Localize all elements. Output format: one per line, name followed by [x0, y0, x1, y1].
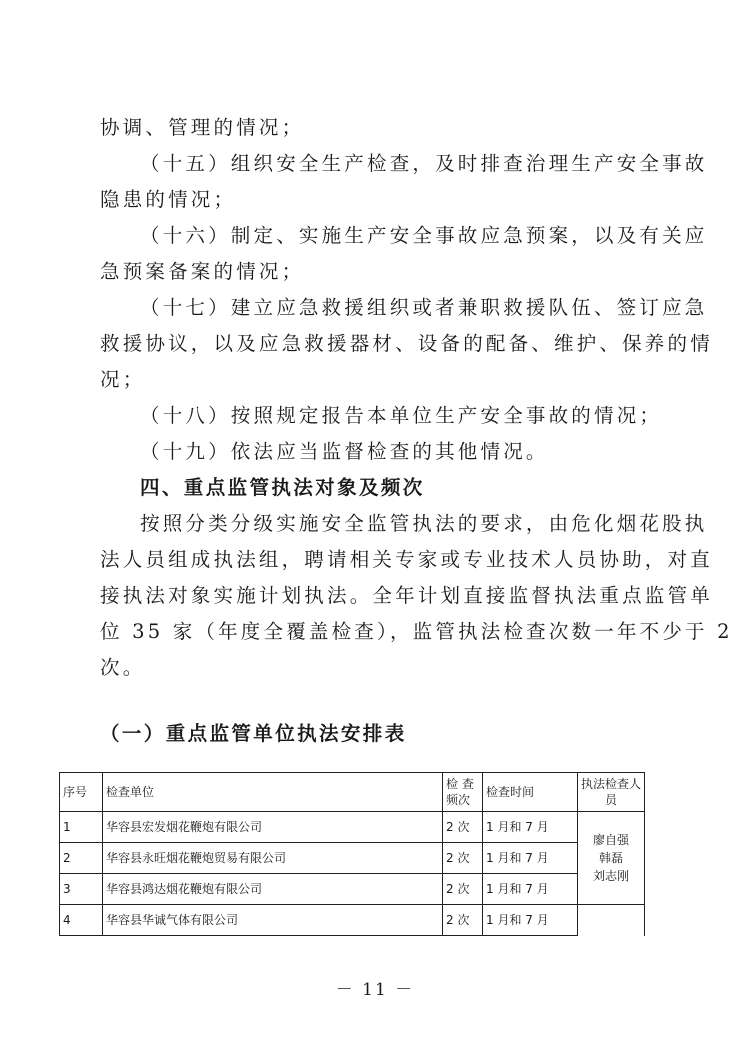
row-seq: 4: [60, 905, 103, 936]
row-time: 1 月和 7 月: [483, 843, 578, 874]
table-row: [60, 905, 645, 936]
text-line: 按照分类分级实施安全监管执法的要求，由危化烟花股执: [140, 512, 708, 535]
text-line: 隐患的情况；: [100, 188, 237, 211]
row-frequency: 2 次: [443, 874, 483, 905]
table-section-title: （一）重点监管单位执法安排表: [100, 722, 407, 745]
text-line: （十五）组织安全生产检查，及时排查治理生产安全事故: [140, 152, 708, 175]
row-unit: 华容县永旺烟花鞭炮贸易有限公司: [103, 843, 443, 874]
row-time: 1 月和 7 月: [483, 874, 578, 905]
row-frequency: 2 次: [443, 843, 483, 874]
row-seq: 3: [60, 874, 103, 905]
text-line: 法人员组成执法组，聘请相关专家或专业技术人员协助，对直: [100, 548, 713, 571]
row-unit: 华容县华诚气体有限公司: [103, 905, 443, 936]
text-line: 次。: [100, 656, 146, 679]
row-seq: 1: [60, 812, 103, 843]
section-heading: 四、重点监管执法对象及频次: [140, 476, 425, 499]
text-line: （十八）按照规定报告本单位生产安全事故的情况；: [140, 404, 663, 427]
text-line: 况；: [100, 368, 146, 391]
text-line: 位 35 家（年度全覆盖检查），监管执法检查次数一年不少于 2: [100, 620, 733, 643]
table-row: [60, 843, 645, 874]
enforcement-schedule-table: [59, 772, 645, 936]
header-time: 检查时间: [483, 773, 578, 812]
inspectors-cell: [578, 812, 645, 905]
inspector-name: 韩磊: [598, 851, 623, 865]
page-number: － 11 －: [335, 980, 415, 1000]
inspector-name: 刘志刚: [592, 869, 629, 883]
header-frequency: 检 查频次: [443, 773, 483, 812]
inspectors-cell-continued: [578, 905, 645, 936]
text-line: 急预案备案的情况；: [100, 260, 305, 283]
row-frequency: 2 次: [443, 812, 483, 843]
table-header-row: [60, 773, 645, 812]
header-seq: 序号: [60, 773, 103, 812]
row-unit: 华容县鸿达烟花鞭炮有限公司: [103, 874, 443, 905]
text-line: （十七）建立应急救援组织或者兼职救援队伍、签订应急: [140, 296, 708, 319]
header-unit: 检查单位: [103, 773, 443, 812]
text-line: （十九）依法应当监督检查的其他情况。: [140, 440, 549, 463]
row-unit: 华容县宏发烟花鞭炮有限公司: [103, 812, 443, 843]
row-time: 1 月和 7 月: [483, 812, 578, 843]
row-frequency: 2 次: [443, 905, 483, 936]
text-line: 协调、管理的情况；: [100, 116, 305, 139]
row-seq: 2: [60, 843, 103, 874]
inspector-name: 廖自强: [592, 833, 629, 847]
text-line: 救援协议，以及应急救援器材、设备的配备、维护、保养的情: [100, 332, 713, 355]
header-inspectors: 执法检查人员: [578, 773, 645, 812]
row-time: 1 月和 7 月: [483, 905, 578, 936]
text-line: （十六）制定、实施生产安全事故应急预案，以及有关应: [140, 224, 708, 247]
table-row: [60, 874, 645, 905]
table-row: [60, 812, 645, 843]
text-line: 接执法对象实施计划执法。全年计划直接监督执法重点监管单: [100, 584, 713, 607]
